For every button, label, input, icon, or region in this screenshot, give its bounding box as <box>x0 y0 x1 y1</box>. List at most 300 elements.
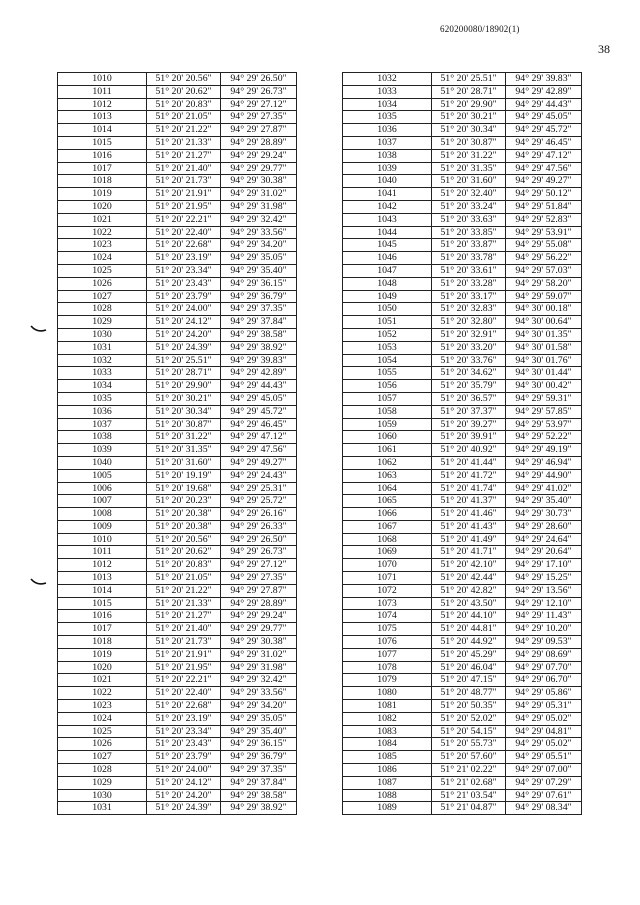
latitude-cell: 51° 20' 22.21" <box>147 674 221 687</box>
latitude-cell: 51° 20' 41.71" <box>432 546 506 559</box>
latitude-cell: 51° 21' 02.22" <box>432 764 506 777</box>
point-number-cell: 1072 <box>343 584 432 597</box>
latitude-cell: 51° 20' 21.05" <box>147 572 221 585</box>
latitude-cell: 51° 20' 30.34" <box>147 405 221 418</box>
table-row <box>58 290 297 303</box>
point-number-cell: 1069 <box>343 546 432 559</box>
longitude-cell: 94° 29' 38.92" <box>221 341 297 354</box>
latitude-cell: 51° 20' 43.50" <box>432 597 506 610</box>
table-row <box>343 508 582 521</box>
point-number-cell: 1029 <box>58 776 147 789</box>
table-row <box>58 354 297 367</box>
longitude-cell: 94° 29' 47.56" <box>221 444 297 457</box>
longitude-cell: 94° 29' 35.40" <box>506 495 582 508</box>
table-row <box>343 290 582 303</box>
longitude-cell: 94° 29' 52.22" <box>506 431 582 444</box>
longitude-cell: 94° 30' 01.35" <box>506 328 582 341</box>
table-row <box>343 456 582 469</box>
latitude-cell: 51° 20' 42.82" <box>432 584 506 597</box>
table-row <box>58 328 297 341</box>
table-row <box>343 303 582 316</box>
table-row <box>58 559 297 572</box>
table-row <box>343 648 582 661</box>
latitude-cell: 51° 20' 41.37" <box>432 495 506 508</box>
latitude-cell: 51° 20' 21.33" <box>147 136 221 149</box>
latitude-cell: 51° 20' 32.80" <box>432 316 506 329</box>
point-number-cell: 1068 <box>343 533 432 546</box>
table-row <box>58 725 297 738</box>
point-number-cell: 1048 <box>343 277 432 290</box>
table-row <box>343 200 582 213</box>
table-row <box>343 610 582 623</box>
point-number-cell: 1006 <box>58 482 147 495</box>
latitude-cell: 51° 20' 33.61" <box>432 264 506 277</box>
point-number-cell: 1052 <box>343 328 432 341</box>
table-row <box>343 252 582 265</box>
table-row <box>58 303 297 316</box>
table-row <box>58 687 297 700</box>
table-row <box>343 444 582 457</box>
latitude-cell: 51° 20' 21.33" <box>147 597 221 610</box>
longitude-cell: 94° 29' 17.10" <box>506 559 582 572</box>
point-number-cell: 1020 <box>58 661 147 674</box>
longitude-cell: 94° 29' 46.94" <box>506 456 582 469</box>
table-row <box>343 405 582 418</box>
longitude-cell: 94° 29' 27.87" <box>221 124 297 137</box>
longitude-cell: 94° 29' 45.05" <box>221 392 297 405</box>
table-row <box>343 700 582 713</box>
table-row <box>58 597 297 610</box>
table-row <box>343 175 582 188</box>
longitude-cell: 94° 29' 30.38" <box>221 175 297 188</box>
table-row <box>58 149 297 162</box>
table-row <box>58 226 297 239</box>
longitude-cell: 94° 29' 25.72" <box>221 495 297 508</box>
latitude-cell: 51° 20' 42.10" <box>432 559 506 572</box>
table-row <box>58 188 297 201</box>
latitude-cell: 51° 20' 41.43" <box>432 520 506 533</box>
margin-check-mark <box>30 325 48 333</box>
table-row <box>58 264 297 277</box>
longitude-cell: 94° 29' 26.73" <box>221 85 297 98</box>
longitude-cell: 94° 29' 31.98" <box>221 661 297 674</box>
longitude-cell: 94° 29' 07.61" <box>506 789 582 802</box>
longitude-cell: 94° 29' 10.20" <box>506 623 582 636</box>
latitude-cell: 51° 20' 30.34" <box>432 124 506 137</box>
point-number-cell: 1041 <box>343 188 432 201</box>
point-number-cell: 1055 <box>343 367 432 380</box>
point-number-cell: 1019 <box>58 648 147 661</box>
longitude-cell: 94° 29' 39.83" <box>221 354 297 367</box>
latitude-cell: 51° 20' 20.38" <box>147 508 221 521</box>
longitude-cell: 94° 29' 37.84" <box>221 776 297 789</box>
point-number-cell: 1054 <box>343 354 432 367</box>
longitude-cell: 94° 29' 29.24" <box>221 610 297 623</box>
point-number-cell: 1022 <box>58 687 147 700</box>
longitude-cell: 94° 29' 32.42" <box>221 213 297 226</box>
longitude-cell: 94° 29' 35.40" <box>221 725 297 738</box>
longitude-cell: 94° 29' 59.07" <box>506 290 582 303</box>
table-row <box>343 738 582 751</box>
longitude-cell: 94° 29' 49.27" <box>221 456 297 469</box>
longitude-cell: 94° 29' 06.70" <box>506 674 582 687</box>
point-number-cell: 1031 <box>58 341 147 354</box>
table-row <box>343 751 582 764</box>
point-number-cell: 1053 <box>343 341 432 354</box>
longitude-cell: 94° 29' 44.43" <box>506 98 582 111</box>
point-number-cell: 1075 <box>343 623 432 636</box>
longitude-cell: 94° 29' 27.87" <box>221 584 297 597</box>
table-row <box>58 789 297 802</box>
latitude-cell: 51° 20' 20.38" <box>147 520 221 533</box>
table-row <box>58 674 297 687</box>
longitude-cell: 94° 29' 45.72" <box>506 124 582 137</box>
latitude-cell: 51° 20' 21.40" <box>147 623 221 636</box>
point-number-cell: 1060 <box>343 431 432 444</box>
table-row <box>343 124 582 137</box>
latitude-cell: 51° 20' 29.90" <box>147 380 221 393</box>
latitude-cell: 51° 20' 41.49" <box>432 533 506 546</box>
longitude-cell: 94° 29' 59.31" <box>506 392 582 405</box>
longitude-cell: 94° 29' 36.15" <box>221 277 297 290</box>
latitude-cell: 51° 20' 21.22" <box>147 124 221 137</box>
longitude-cell: 94° 29' 33.56" <box>221 226 297 239</box>
latitude-cell: 51° 20' 37.37" <box>432 405 506 418</box>
point-number-cell: 1035 <box>343 111 432 124</box>
table-row <box>58 380 297 393</box>
latitude-cell: 51° 20' 21.73" <box>147 175 221 188</box>
point-number-cell: 1007 <box>58 495 147 508</box>
latitude-cell: 51° 20' 28.71" <box>432 85 506 98</box>
longitude-cell: 94° 29' 51.84" <box>506 200 582 213</box>
point-number-cell: 1056 <box>343 380 432 393</box>
latitude-cell: 51° 20' 20.83" <box>147 559 221 572</box>
document-id: 620200080/18902(1) <box>440 24 520 34</box>
latitude-cell: 51° 20' 57.60" <box>432 751 506 764</box>
point-number-cell: 1058 <box>343 405 432 418</box>
longitude-cell: 94° 29' 56.22" <box>506 252 582 265</box>
longitude-cell: 94° 29' 35.05" <box>221 252 297 265</box>
point-number-cell: 1040 <box>343 175 432 188</box>
longitude-cell: 94° 29' 26.16" <box>221 508 297 521</box>
longitude-cell: 94° 29' 31.02" <box>221 648 297 661</box>
point-number-cell: 1037 <box>343 136 432 149</box>
latitude-cell: 51° 20' 30.21" <box>432 111 506 124</box>
latitude-cell: 51° 21' 02.68" <box>432 776 506 789</box>
point-number-cell: 1022 <box>58 226 147 239</box>
latitude-cell: 51° 20' 20.62" <box>147 546 221 559</box>
point-number-cell: 1033 <box>58 367 147 380</box>
table-row <box>58 418 297 431</box>
point-number-cell: 1082 <box>343 712 432 725</box>
table-row <box>343 431 582 444</box>
table-row <box>343 316 582 329</box>
table-row <box>343 789 582 802</box>
longitude-cell: 94° 29' 05.02" <box>506 712 582 725</box>
latitude-cell: 51° 20' 21.91" <box>147 188 221 201</box>
point-number-cell: 1043 <box>343 213 432 226</box>
latitude-cell: 51° 20' 50.35" <box>432 700 506 713</box>
coordinates-table-right <box>342 72 582 815</box>
point-number-cell: 1034 <box>343 98 432 111</box>
longitude-cell: 94° 29' 42.89" <box>221 367 297 380</box>
longitude-cell: 94° 29' 29.24" <box>221 149 297 162</box>
point-number-cell: 1063 <box>343 469 432 482</box>
longitude-cell: 94° 29' 30.73" <box>506 508 582 521</box>
longitude-cell: 94° 29' 26.33" <box>221 520 297 533</box>
table-row <box>58 533 297 546</box>
latitude-cell: 51° 20' 41.44" <box>432 456 506 469</box>
longitude-cell: 94° 29' 57.85" <box>506 405 582 418</box>
longitude-cell: 94° 29' 09.53" <box>506 636 582 649</box>
longitude-cell: 94° 29' 12.10" <box>506 597 582 610</box>
latitude-cell: 51° 20' 21.73" <box>147 636 221 649</box>
latitude-cell: 51° 20' 20.83" <box>147 98 221 111</box>
point-number-cell: 1026 <box>58 738 147 751</box>
point-number-cell: 1015 <box>58 597 147 610</box>
latitude-cell: 51° 20' 24.20" <box>147 789 221 802</box>
longitude-cell: 94° 30' 01.76" <box>506 354 582 367</box>
longitude-cell: 94° 29' 39.83" <box>506 73 582 86</box>
latitude-cell: 51° 20' 31.35" <box>432 162 506 175</box>
table-row <box>58 520 297 533</box>
point-number-cell: 1024 <box>58 252 147 265</box>
longitude-cell: 94° 29' 15.25" <box>506 572 582 585</box>
longitude-cell: 94° 29' 24.64" <box>506 533 582 546</box>
table-row <box>58 252 297 265</box>
latitude-cell: 51° 20' 36.57" <box>432 392 506 405</box>
point-number-cell: 1027 <box>58 290 147 303</box>
point-number-cell: 1051 <box>343 316 432 329</box>
table-row <box>58 610 297 623</box>
point-number-cell: 1085 <box>343 751 432 764</box>
point-number-cell: 1047 <box>343 264 432 277</box>
table-row <box>343 367 582 380</box>
table-row <box>58 124 297 137</box>
latitude-cell: 51° 20' 30.87" <box>147 418 221 431</box>
point-number-cell: 1025 <box>58 264 147 277</box>
latitude-cell: 51° 20' 47.15" <box>432 674 506 687</box>
longitude-cell: 94° 29' 50.12" <box>506 188 582 201</box>
latitude-cell: 51° 20' 39.91" <box>432 431 506 444</box>
table-row <box>343 687 582 700</box>
table-row <box>343 623 582 636</box>
longitude-cell: 94° 30' 00.42" <box>506 380 582 393</box>
latitude-cell: 51° 20' 48.77" <box>432 687 506 700</box>
longitude-cell: 94° 29' 37.35" <box>221 303 297 316</box>
longitude-cell: 94° 29' 20.64" <box>506 546 582 559</box>
point-number-cell: 1017 <box>58 623 147 636</box>
longitude-cell: 94° 29' 27.12" <box>221 559 297 572</box>
longitude-cell: 94° 29' 31.02" <box>221 188 297 201</box>
table-row <box>58 636 297 649</box>
latitude-cell: 51° 20' 23.19" <box>147 712 221 725</box>
point-number-cell: 1049 <box>343 290 432 303</box>
point-number-cell: 1066 <box>343 508 432 521</box>
latitude-cell: 51° 20' 31.35" <box>147 444 221 457</box>
table-row <box>343 482 582 495</box>
point-number-cell: 1065 <box>343 495 432 508</box>
longitude-cell: 94° 29' 05.86" <box>506 687 582 700</box>
table-row <box>58 456 297 469</box>
point-number-cell: 1077 <box>343 648 432 661</box>
latitude-cell: 51° 20' 45.29" <box>432 648 506 661</box>
table-row <box>343 354 582 367</box>
latitude-cell: 51° 20' 34.62" <box>432 367 506 380</box>
table-row <box>343 149 582 162</box>
table-row <box>343 802 582 815</box>
table-row <box>58 623 297 636</box>
latitude-cell: 51° 20' 30.87" <box>432 136 506 149</box>
longitude-cell: 94° 29' 30.38" <box>221 636 297 649</box>
latitude-cell: 51° 20' 25.51" <box>432 73 506 86</box>
point-number-cell: 1032 <box>58 354 147 367</box>
table-row <box>58 572 297 585</box>
table-row <box>58 239 297 252</box>
table-row <box>58 73 297 86</box>
point-number-cell: 1088 <box>343 789 432 802</box>
table-row <box>343 469 582 482</box>
point-number-cell: 1040 <box>58 456 147 469</box>
table-row <box>343 418 582 431</box>
longitude-cell: 94° 29' 31.98" <box>221 200 297 213</box>
latitude-cell: 51° 20' 24.12" <box>147 776 221 789</box>
latitude-cell: 51° 20' 31.22" <box>432 149 506 162</box>
longitude-cell: 94° 29' 05.02" <box>506 738 582 751</box>
latitude-cell: 51° 20' 22.68" <box>147 700 221 713</box>
table-row <box>58 584 297 597</box>
latitude-cell: 51° 20' 41.72" <box>432 469 506 482</box>
point-number-cell: 1032 <box>343 73 432 86</box>
table-row <box>343 776 582 789</box>
point-number-cell: 1014 <box>58 124 147 137</box>
latitude-cell: 51° 20' 21.95" <box>147 661 221 674</box>
table-row <box>58 162 297 175</box>
latitude-cell: 51° 20' 22.68" <box>147 239 221 252</box>
point-number-cell: 1045 <box>343 239 432 252</box>
table-row <box>58 469 297 482</box>
latitude-cell: 51° 20' 32.83" <box>432 303 506 316</box>
latitude-cell: 51° 20' 40.92" <box>432 444 506 457</box>
latitude-cell: 51° 20' 41.74" <box>432 482 506 495</box>
point-number-cell: 1038 <box>343 149 432 162</box>
longitude-cell: 94° 29' 45.72" <box>221 405 297 418</box>
longitude-cell: 94° 29' 28.60" <box>506 520 582 533</box>
point-number-cell: 1061 <box>343 444 432 457</box>
longitude-cell: 94° 29' 11.43" <box>506 610 582 623</box>
margin-check-mark <box>30 578 48 586</box>
longitude-cell: 94° 29' 37.35" <box>221 764 297 777</box>
point-number-cell: 1078 <box>343 661 432 674</box>
longitude-cell: 94° 29' 07.29" <box>506 776 582 789</box>
latitude-cell: 51° 20' 24.39" <box>147 341 221 354</box>
latitude-cell: 51° 20' 33.87" <box>432 239 506 252</box>
point-number-cell: 1084 <box>343 738 432 751</box>
latitude-cell: 51° 21' 04.87" <box>432 802 506 815</box>
longitude-cell: 94° 29' 47.56" <box>506 162 582 175</box>
longitude-cell: 94° 29' 55.08" <box>506 239 582 252</box>
table-row <box>58 712 297 725</box>
point-number-cell: 1023 <box>58 239 147 252</box>
table-row <box>58 802 297 815</box>
latitude-cell: 51° 20' 31.22" <box>147 431 221 444</box>
table-row <box>58 341 297 354</box>
longitude-cell: 94° 29' 53.91" <box>506 226 582 239</box>
point-number-cell: 1073 <box>343 597 432 610</box>
table-row <box>58 700 297 713</box>
latitude-cell: 51° 20' 33.17" <box>432 290 506 303</box>
longitude-cell: 94° 29' 47.12" <box>221 431 297 444</box>
point-number-cell: 1089 <box>343 802 432 815</box>
table-row <box>58 444 297 457</box>
point-number-cell: 1087 <box>343 776 432 789</box>
longitude-cell: 94° 29' 07.00" <box>506 764 582 777</box>
latitude-cell: 51° 20' 33.24" <box>432 200 506 213</box>
latitude-cell: 51° 20' 19.19" <box>147 469 221 482</box>
table-row <box>343 559 582 572</box>
longitude-cell: 94° 29' 45.05" <box>506 111 582 124</box>
table-row <box>343 328 582 341</box>
table-row <box>58 85 297 98</box>
longitude-cell: 94° 29' 29.77" <box>221 162 297 175</box>
point-number-cell: 1083 <box>343 725 432 738</box>
latitude-cell: 51° 20' 21.05" <box>147 111 221 124</box>
table-row <box>58 776 297 789</box>
table-row <box>343 725 582 738</box>
latitude-cell: 51° 20' 44.10" <box>432 610 506 623</box>
table-row <box>343 597 582 610</box>
point-number-cell: 1067 <box>343 520 432 533</box>
point-number-cell: 1031 <box>58 802 147 815</box>
point-number-cell: 1014 <box>58 584 147 597</box>
point-number-cell: 1024 <box>58 712 147 725</box>
latitude-cell: 51° 20' 24.00" <box>147 764 221 777</box>
table-row <box>343 392 582 405</box>
latitude-cell: 51° 20' 39.27" <box>432 418 506 431</box>
point-number-cell: 1030 <box>58 789 147 802</box>
latitude-cell: 51° 20' 41.46" <box>432 508 506 521</box>
point-number-cell: 1023 <box>58 700 147 713</box>
table-row <box>343 162 582 175</box>
table-row <box>343 661 582 674</box>
latitude-cell: 51° 20' 33.76" <box>432 354 506 367</box>
point-number-cell: 1012 <box>58 98 147 111</box>
latitude-cell: 51° 20' 32.91" <box>432 328 506 341</box>
longitude-cell: 94° 29' 26.73" <box>221 546 297 559</box>
point-number-cell: 1050 <box>343 303 432 316</box>
latitude-cell: 51° 20' 23.79" <box>147 751 221 764</box>
longitude-cell: 94° 29' 46.45" <box>506 136 582 149</box>
longitude-cell: 94° 29' 41.02" <box>506 482 582 495</box>
table-row <box>343 764 582 777</box>
table-row <box>58 111 297 124</box>
latitude-cell: 51° 20' 33.20" <box>432 341 506 354</box>
point-number-cell: 1081 <box>343 700 432 713</box>
point-number-cell: 1013 <box>58 111 147 124</box>
latitude-cell: 51° 20' 22.40" <box>147 687 221 700</box>
longitude-cell: 94° 29' 27.35" <box>221 572 297 585</box>
point-number-cell: 1016 <box>58 610 147 623</box>
latitude-cell: 51° 20' 21.40" <box>147 162 221 175</box>
latitude-cell: 51° 21' 03.54" <box>432 789 506 802</box>
latitude-cell: 51° 20' 44.81" <box>432 623 506 636</box>
point-number-cell: 1028 <box>58 764 147 777</box>
table-row <box>343 73 582 86</box>
point-number-cell: 1074 <box>343 610 432 623</box>
table-row <box>58 495 297 508</box>
latitude-cell: 51° 20' 20.62" <box>147 85 221 98</box>
latitude-cell: 51° 20' 28.71" <box>147 367 221 380</box>
